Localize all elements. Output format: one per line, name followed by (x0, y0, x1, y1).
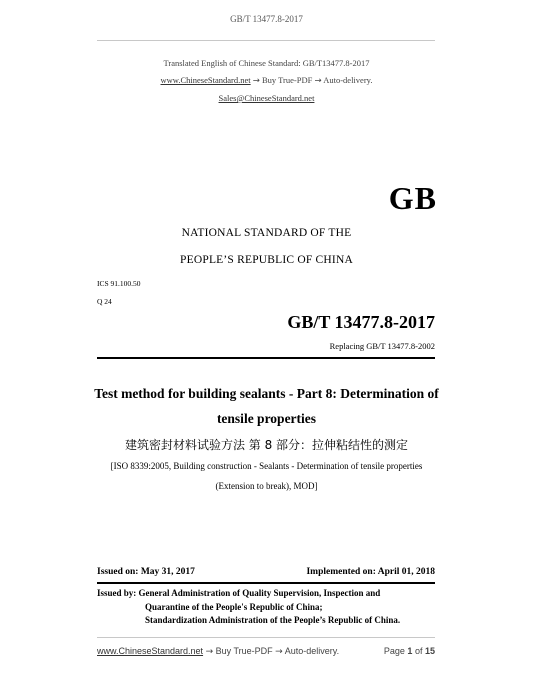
footer-divider (97, 637, 435, 638)
page-current: 1 (407, 646, 413, 656)
title-divider (97, 357, 435, 359)
running-header: GB/T 13477.8-2017 (230, 14, 303, 24)
right-arrow-icon: → (314, 76, 322, 86)
ccs-code: Q 24 (97, 297, 112, 306)
right-arrow-icon: → (275, 647, 283, 657)
gb-mark: GB (388, 180, 437, 216)
replacing-note: Replacing GB/T 13477.8-2002 (329, 341, 435, 351)
issued-date: Issued on: May 31, 2017 (97, 567, 195, 577)
iso-reference-line1: [ISO 8339:2005, Building construction - Sealants - Determination of tensile properties (110, 461, 423, 471)
promo-links (0, 75, 533, 86)
page-indicator (384, 646, 435, 656)
buy-label: Buy True-PDF (262, 75, 313, 85)
header-divider (97, 40, 435, 41)
issuer-line3: Standardization Administration of the People’s Republic of China. (145, 615, 401, 625)
standard-code: GB/T 13477.8-2017 (287, 312, 435, 332)
issuer-line2: Quarantine of the People's Republic of China; (145, 601, 323, 612)
national-standard-line1: NATIONAL STANDARD OF THE (181, 227, 352, 239)
translation-notice: Translated English of Chinese Standard: GB/T13477.8-2017 (163, 58, 370, 68)
implemented-date: Implemented on: April 01, 2018 (306, 567, 435, 577)
site-link[interactable]: www.ChineseStandard.net (160, 75, 251, 85)
footer-site-link[interactable]: www.ChineseStandard.net (97, 646, 204, 656)
title-line2: tensile properties (216, 411, 317, 426)
page-total: 15 (424, 646, 435, 656)
issuer-line1: Issued by: General Administration of Quality Supervision, Inspection and (97, 588, 381, 598)
right-arrow-icon: → (205, 647, 214, 657)
ics-code: ICS 91.100.50 (97, 279, 141, 288)
email-link[interactable]: Sales@ChineseStandard.net (218, 93, 315, 103)
auto-delivery-label: Auto-delivery. (323, 75, 373, 85)
footer-links (97, 646, 339, 657)
right-arrow-icon: → (252, 76, 260, 86)
issuing-authority (97, 587, 442, 628)
email-row (0, 93, 533, 103)
footer-auto-label: Auto-delivery. (284, 646, 340, 656)
title-chinese: 建筑密封材料试验方法 第 8 部分：拉伸粘结性的测定 (124, 438, 409, 452)
footer-buy-label: Buy True-PDF (215, 646, 273, 656)
iso-reference-line2: (Extension to break), MOD] (215, 481, 318, 491)
national-standard-line2: PEOPLE’S REPUBLIC OF CHINA (180, 254, 353, 266)
title-line1: Test method for building sealants - Part 8: Determination of (94, 386, 439, 401)
page-of: of (414, 646, 423, 656)
dates-divider (97, 582, 435, 584)
page-label: Page (383, 646, 405, 656)
